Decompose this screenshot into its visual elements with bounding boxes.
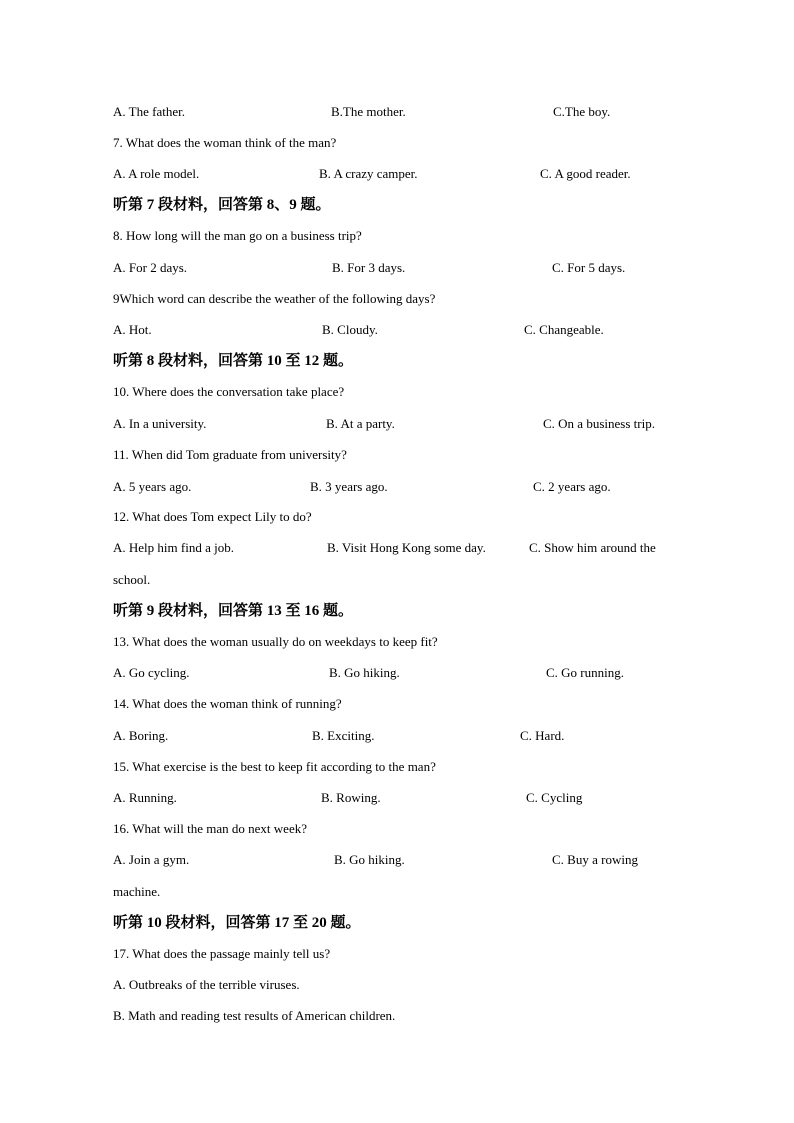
q8-option-b: B. For 3 days. xyxy=(332,260,406,275)
q9-option-a: A. Hot. xyxy=(113,322,152,337)
q11-option-c: C. 2 years ago. xyxy=(533,479,611,494)
q12-option-b: B. Visit Hong Kong some day. xyxy=(327,540,486,555)
q15-option-a: A. Running. xyxy=(113,790,177,805)
q16-option-a: A. Join a gym. xyxy=(113,852,190,867)
q11-question: 11. When did Tom graduate from university? xyxy=(113,447,347,462)
q17-option-b: B. Math and reading test results of American children. xyxy=(113,1008,396,1023)
q10-option-c: C. On a business trip. xyxy=(543,416,655,431)
q13-option-c: C. Go running. xyxy=(546,665,624,680)
q12-option-c-continued: school. xyxy=(113,572,151,587)
q11-option-b: B. 3 years ago. xyxy=(310,479,388,494)
q9-question: 9Which word can describe the weather of the following days? xyxy=(113,291,436,306)
q14-question: 14. What does the woman think of running? xyxy=(113,696,342,711)
q14-option-b: B. Exciting. xyxy=(312,728,375,743)
q17-option-a: A. Outbreaks of the terrible viruses. xyxy=(113,977,300,992)
q7-option-a: A. A role model. xyxy=(113,166,200,181)
q8-option-c: C. For 5 days. xyxy=(552,260,626,275)
q16-option-b: B. Go hiking. xyxy=(334,852,405,867)
q12-option-c: C. Show him around the xyxy=(529,540,656,555)
q16-option-c: C. Buy a rowing xyxy=(552,852,638,867)
q10-option-a: A. In a university. xyxy=(113,416,207,431)
section-8-heading: 听第 8 段材料，回答第 10 至 12 题。 xyxy=(113,353,354,369)
q7-option-c: C. A good reader. xyxy=(540,166,631,181)
q9-option-c: C. Changeable. xyxy=(524,322,604,337)
q16-question: 16. What will the man do next week? xyxy=(113,821,307,836)
q7-option-b: B. A crazy camper. xyxy=(319,166,418,181)
q10-option-b: B. At a party. xyxy=(326,416,395,431)
q7-question: 7. What does the woman think of the man? xyxy=(113,135,337,150)
q15-option-c: C. Cycling xyxy=(526,790,583,805)
q15-question: 15. What exercise is the best to keep fit according to the man? xyxy=(113,759,436,774)
q13-option-a: A. Go cycling. xyxy=(113,665,190,680)
q16-option-c-continued: machine. xyxy=(113,884,161,899)
q6-option-a: A. The father. xyxy=(113,104,185,119)
q14-option-a: A. Boring. xyxy=(113,728,169,743)
q8-question: 8. How long will the man go on a business trip? xyxy=(113,228,362,243)
q6-option-c: C.The boy. xyxy=(553,104,611,119)
q13-question: 13. What does the woman usually do on weekdays to keep fit? xyxy=(113,634,438,649)
section-10-heading: 听第 10 段材料，回答第 17 至 20 题。 xyxy=(113,915,361,931)
q8-option-a: A. For 2 days. xyxy=(113,260,188,275)
q13-option-b: B. Go hiking. xyxy=(329,665,400,680)
q17-question: 17. What does the passage mainly tell us? xyxy=(113,946,331,961)
q12-question: 12. What does Tom expect Lily to do? xyxy=(113,509,312,524)
section-7-heading: 听第 7 段材料，回答第 8、9 题。 xyxy=(113,197,331,213)
q14-option-c: C. Hard. xyxy=(520,728,565,743)
q12-option-a: A. Help him find a job. xyxy=(113,540,234,555)
section-9-heading: 听第 9 段材料，回答第 13 至 16 题。 xyxy=(113,603,354,619)
q10-question: 10. Where does the conversation take place? xyxy=(113,384,345,399)
q9-option-b: B. Cloudy. xyxy=(322,322,378,337)
q11-option-a: A. 5 years ago. xyxy=(113,479,192,494)
q6-option-b: B.The mother. xyxy=(331,104,406,119)
q15-option-b: B. Rowing. xyxy=(321,790,381,805)
